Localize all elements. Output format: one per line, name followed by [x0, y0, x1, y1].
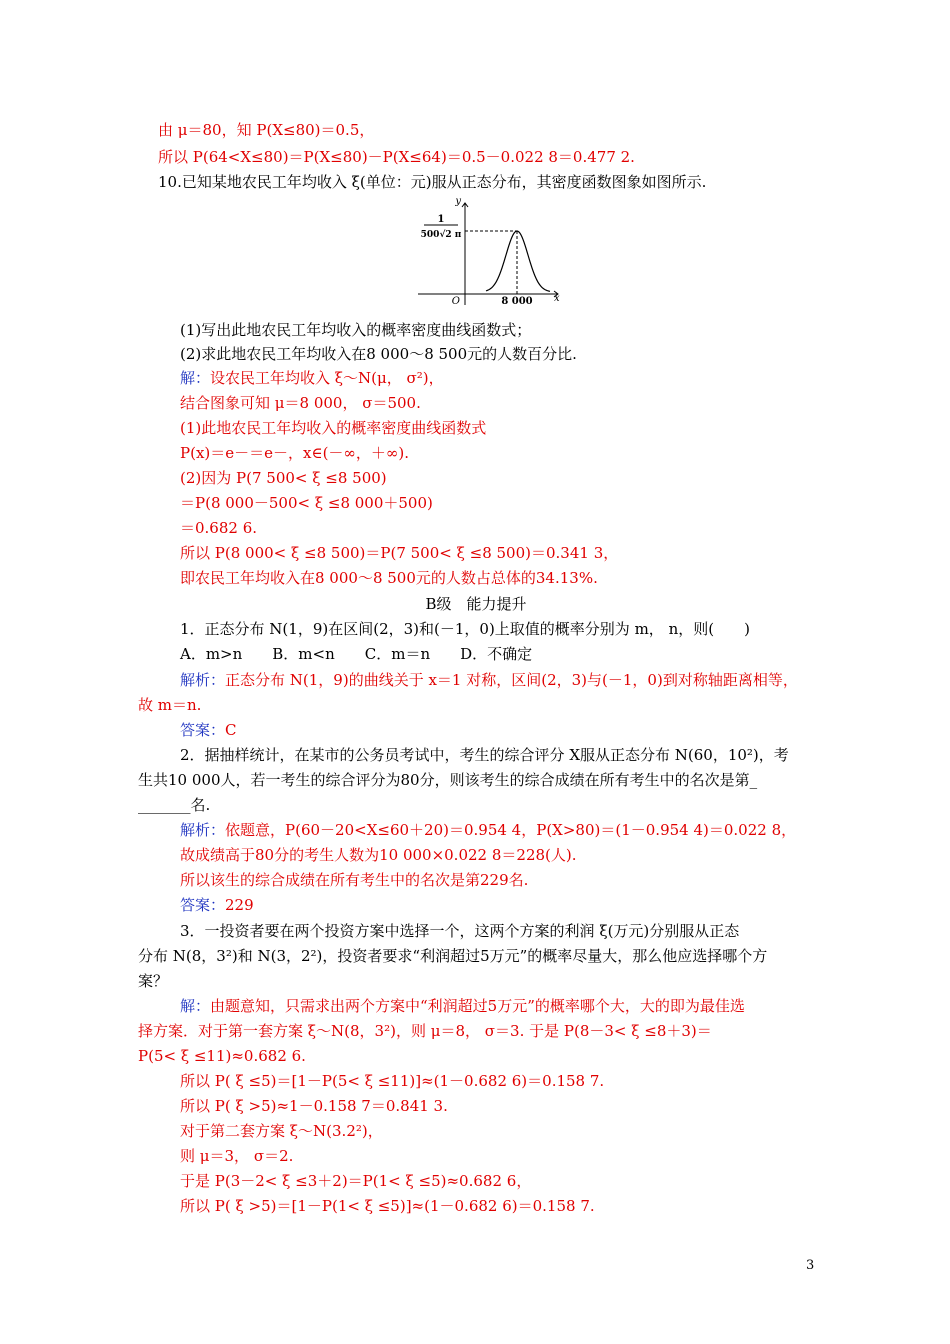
text-line-7: 结合图象可知 μ＝8 000， σ＝500.	[180, 394, 421, 412]
text-line-10: (2)因为 P(7 500< ξ ≤8 500)	[180, 469, 387, 487]
normal-density-graph	[418, 197, 564, 307]
page-number: 3	[806, 1258, 815, 1273]
question-b1-options: A．m>n B．m<n C．m＝n D．不确定	[180, 645, 533, 663]
question-b3-stem-3: 案？	[138, 972, 169, 990]
text-line-34: 所以 P( ξ ≤5)＝[1－P(5< ξ ≤11)]≈(1－0.682 6)＝0.158 7.	[180, 1072, 605, 1090]
text-line-19: 故 m＝n.	[138, 696, 202, 714]
analysis-b1-start: 解析：正态分布 N(1，9)的曲线关于 x＝1 对称，区间(2，3)与(－1，0)到对称轴距离相等，	[180, 671, 798, 689]
text-line-33: P(5< ξ ≤11)≈0.682 6.	[138, 1047, 306, 1065]
text-line-38: 于是 P(3－2< ξ ≤3＋2)＝P(1< ξ ≤5)≈0.682 6，	[180, 1172, 532, 1190]
text-line-8: (1)此地农民工年均收入的概率密度曲线函数式	[180, 419, 487, 437]
text-line-26: 所以该生的综合成绩在所有考生中的名次是第229名.	[180, 871, 529, 889]
y-axis-label: y	[455, 197, 461, 207]
solution-label: 解：	[180, 997, 211, 1015]
text-line-39: 所以 P( ξ >5)＝[1－P(1< ξ ≤5)]≈(1－0.682 6)＝0.158 7.	[180, 1197, 595, 1215]
question-10-stem: 10.已知某地农民工年均收入 ξ(单位：元)服从正态分布，其密度函数图象如图所示.	[158, 173, 707, 191]
text-line-25: 故成绩高于80分的考生人数为10 000×0.022 8＝228(人).	[180, 846, 577, 864]
answer-b2: 答案：229	[180, 896, 254, 914]
question-b2-stem-2: 生共10 000人，若一考生的综合评分为80分，则该考生的综合成绩在所有考生中的名次是第_	[138, 771, 758, 789]
solution-b3-start: 解：由题意知，只需求出两个方案中“利润超过5万元”的概率哪个大，大的即为最佳选	[180, 997, 745, 1015]
answer-b1: 答案：C	[180, 721, 237, 739]
text-line-12: ＝0.682 6.	[180, 519, 258, 537]
answer-label: 答案：	[180, 721, 226, 739]
x-axis-label: x	[554, 293, 560, 304]
peak-value-numerator: 1	[437, 214, 445, 225]
text-line-1: 由 μ＝80，知 P(X≤80)＝0.5，	[158, 121, 375, 139]
answer-label: 答案：	[180, 896, 226, 914]
text-line-14: 即农民工年均收入在8 000～8 500元的人数占总体的34.13%.	[180, 569, 598, 587]
question-10-part-2: (2)求此地农民工年均收入在8 000～8 500元的人数百分比.	[180, 345, 577, 363]
solution-label: 解：	[180, 369, 211, 387]
question-b2-stem-3: _______名.	[138, 796, 211, 814]
question-b2-stem-1: 2．据抽样统计，在某市的公务员考试中，考生的综合评分 X服从正态分布 N(60，10²)，考	[180, 746, 789, 764]
analysis-b2-start: 解析：依题意，P(60－20<X≤60＋20)＝0.954 4，P(X>80)＝(1－0.954 4)＝0.022 8，	[180, 821, 797, 839]
solution-10-start: 解：设农民工年均收入 ξ～N(μ， σ²)，	[180, 369, 444, 387]
peak-value-denominator: 500√2 π	[420, 230, 462, 240]
question-b3-stem-1: 3．一投资者要在两个投资方案中选择一个，这两个方案的利润 ξ(万元)分别服从正态	[180, 922, 740, 940]
x-tick-8000: 8 000	[501, 296, 533, 307]
density-formula: P(x)＝e－＝e－，x∈(－∞，＋∞).	[180, 444, 410, 462]
text-line-2: 所以 P(64<X≤80)＝P(X≤80)－P(X≤64)＝0.5－0.022 8＝0.477 2.	[158, 148, 635, 166]
analysis-label: 解析：	[180, 671, 226, 689]
bell-curve	[486, 231, 550, 291]
question-b1-stem: 1．正态分布 N(1，9)在区间(2，3)和(－1，0)上取值的概率分别为 m， n，则( )	[180, 620, 750, 638]
text-line-36: 对于第二套方案 ξ～N(3.2²)，	[180, 1122, 383, 1140]
origin-label: O	[451, 296, 460, 307]
analysis-label: 解析：	[180, 821, 226, 839]
question-b3-stem-2: 分布 N(8，3²)和 N(3，2²)，投资者要求“利润超过5万元”的概率尽量大，那么他应选择哪个方	[138, 947, 768, 965]
question-10-part-1: (1)写出此地农民工年均收入的概率密度曲线函数式；	[180, 321, 532, 339]
text-line-37: 则 μ＝3， σ＝2.	[180, 1147, 294, 1165]
text-line-32: 择方案．对于第一套方案 ξ～N(8，3²)，则 μ＝8， σ＝3. 于是 P(8－3< ξ ≤8＋3)＝	[138, 1022, 712, 1040]
text-line-11: ＝P(8 000－500< ξ ≤8 000＋500)	[180, 494, 433, 512]
text-line-13: 所以 P(8 000< ξ ≤8 500)＝P(7 500< ξ ≤8 500)＝0.341 3，	[180, 544, 619, 562]
text-line-35: 所以 P( ξ >5)≈1－0.158 7＝0.841 3.	[180, 1097, 448, 1115]
section-heading: B级 能力提升	[425, 595, 527, 613]
